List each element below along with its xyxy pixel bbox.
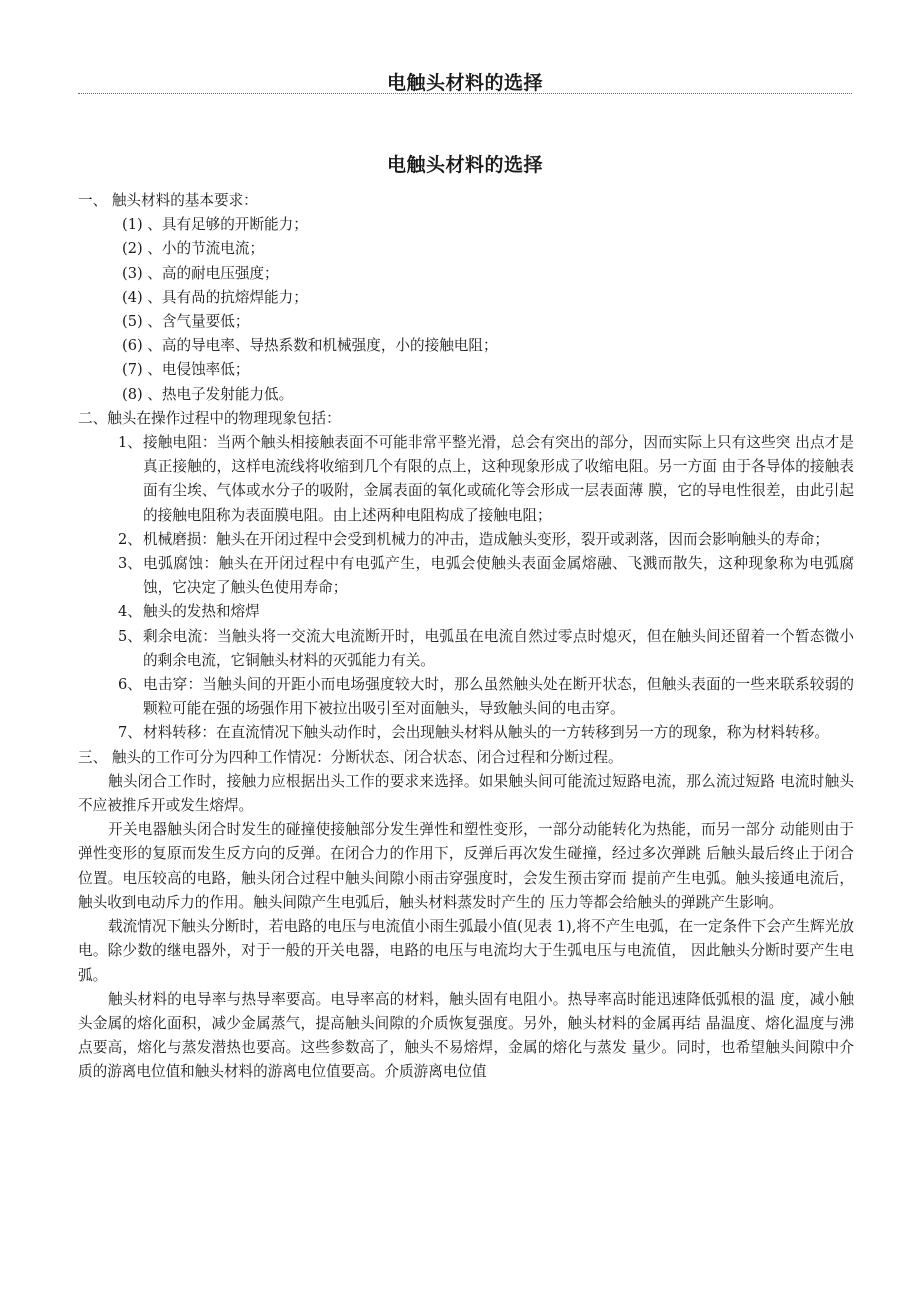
- item-text: 触头的发热和熔焊: [143, 603, 260, 621]
- section-heading: 一、 触头材料的基本要求：: [78, 192, 258, 209]
- item-number: 6、: [118, 676, 142, 694]
- item-number: 1、: [118, 434, 142, 452]
- body-paragraph: 触头闭合工作时，接触力应根据出头工作的要求来选择。如果触头间可能流过短路电流，那么流过短路 电流时触头不应被推斥开或发生熔焊。: [78, 772, 854, 815]
- phenomenon-item: [78, 600, 854, 624]
- requirement-item: (6) 、高的导电率、导热系数和机械强度，小的接触电阻；: [122, 337, 498, 355]
- section-heading: 三、 触头的工作可分为四种工作情况：分断状态、闭合状态、闭合过程和分断过程。: [78, 748, 623, 766]
- item-text: 机械磨损：触头在开闭过程中会受到机械力的冲击，造成触头变形，裂开或剥落，因而会影响触头的寿命；: [143, 530, 829, 548]
- body-paragraph: 载流情况下触头分断时，若电路的电压与电流值小雨生弧最小值(见表 1),将不产生电弧，在一定条件下会产生辉光放电。除少数的继电器外，对于一般的开关电器，电路的电压与电流均大于生弧电压与电流值， 因此触头分断时要产生电弧。: [78, 918, 854, 984]
- phenomenon-item: [78, 528, 854, 552]
- requirement-item: (3) 、高的耐电压强度；: [122, 264, 279, 282]
- document-title: 电触头材料的选择: [386, 154, 543, 176]
- header-divider: [78, 93, 852, 94]
- requirement-item: (2) 、小的节流电流；: [122, 240, 265, 258]
- item-text: 接触电阻：当两个触头相接触表面不可能非常平整光滑，总会有突出的部分，因而实际上只有这些突 出点才是真正接触的，这样电流线将收缩到几个有限的点上，这种现象形成了收缩电阻。另一方面 由于各导体的接触表面有尘埃、气体或水分子的吸附，金属表面的氧化或硫化等会形成一层表面薄 膜，它的导电性很差，由此引起的接触电阻称为表面膜电阻。由上述两种电阻构成了接触电阻；: [143, 434, 854, 524]
- phenomenon-item: [78, 552, 854, 600]
- item-text: 电击穿：当触头间的开距小而电场强度较大时，那么虽然触头处在断开状态，但触头表面的一些来联系较弱的颗粒可能在强的场强作用下被拉出吸引至对面触头，导致触头间的电击穿。: [143, 676, 854, 718]
- item-text: 材料转移：在直流情况下触头动作时，会出现触头材料从触头的一方转移到另一方的现象，称为材料转移。: [143, 724, 829, 742]
- running-header-title: 电触头材料的选择: [386, 72, 543, 94]
- item-number: 4、: [118, 603, 142, 621]
- phenomenon-item: [78, 721, 854, 745]
- item-number: 2、: [118, 530, 142, 548]
- document-body: [78, 189, 854, 1085]
- phenomenon-item: [78, 673, 854, 721]
- item-text: 电弧腐蚀：触头在开闭过程中有电弧产生，电弧会使触头表面金属熔融、飞溅而散失，这种现象称为电弧腐蚀，它决定了触头色使用寿命；: [143, 555, 854, 597]
- phenomenon-item: [78, 431, 854, 528]
- requirement-item: (8) 、热电子发射能力低。: [122, 385, 294, 403]
- item-number: 7、: [118, 724, 142, 742]
- requirement-item: (5) 、含气量要低；: [122, 313, 250, 331]
- item-text: 剩余电流：当触头将一交流大电流断开时，电弧虽在电流自然过零点时熄灭，但在触头间还留着一个暂态微小的剩余电流，它铜触头材料的灭弧能力有关。: [143, 627, 854, 669]
- requirement-item: (4) 、具有咼的抗熔焊能力；: [122, 288, 308, 306]
- requirement-item: (7) 、电侵蚀率低；: [122, 361, 250, 379]
- body-paragraph: 开关电器触头闭合时发生的碰撞使接触部分发生弹性和塑性变形，一部分动能转化为热能，而另一部分 动能则由于弹性变形的复原而发生反方向的反弹。在闭合力的作用下，反弹后再次发生碰撞，经过多次弹跳 后触头最后终止于闭合位置。电压较高的电路，触头闭合过程中触头间隙小雨击穿强度时，会发生预击穿而 提前产生电弧。触头接通电流后，触头收到电动斥力的作用。触头间隙产生电弧后，触头材料蒸发时产生的 压力等都会给触头的弹跳产生影响。: [78, 821, 854, 911]
- item-number: 5、: [118, 627, 142, 645]
- phenomenon-item: [78, 625, 854, 673]
- section-heading: 二、触头在操作过程中的物理现象包括：: [78, 409, 341, 427]
- requirement-item: (1) 、具有足够的开断能力；: [122, 216, 308, 234]
- body-paragraph: 触头材料的电导率与热导率要高。电导率高的材料，触头固有电阻小。热导率高时能迅速降低弧根的温 度，减小触头金属的熔化面积，减少金属蒸气，提高触头间隙的介质恢复强度。另外，触头材料的金属再结 晶温度、熔化温度与沸点要高，熔化与蒸发潜热也要高。这些参数高了，触头不易熔焊，金属的熔化与蒸发 量少。同时，也希望触头间隙中介质的游离电位值和触头材料的游离电位值要高。介质游离电位值: [78, 990, 854, 1081]
- item-number: 3、: [118, 555, 142, 573]
